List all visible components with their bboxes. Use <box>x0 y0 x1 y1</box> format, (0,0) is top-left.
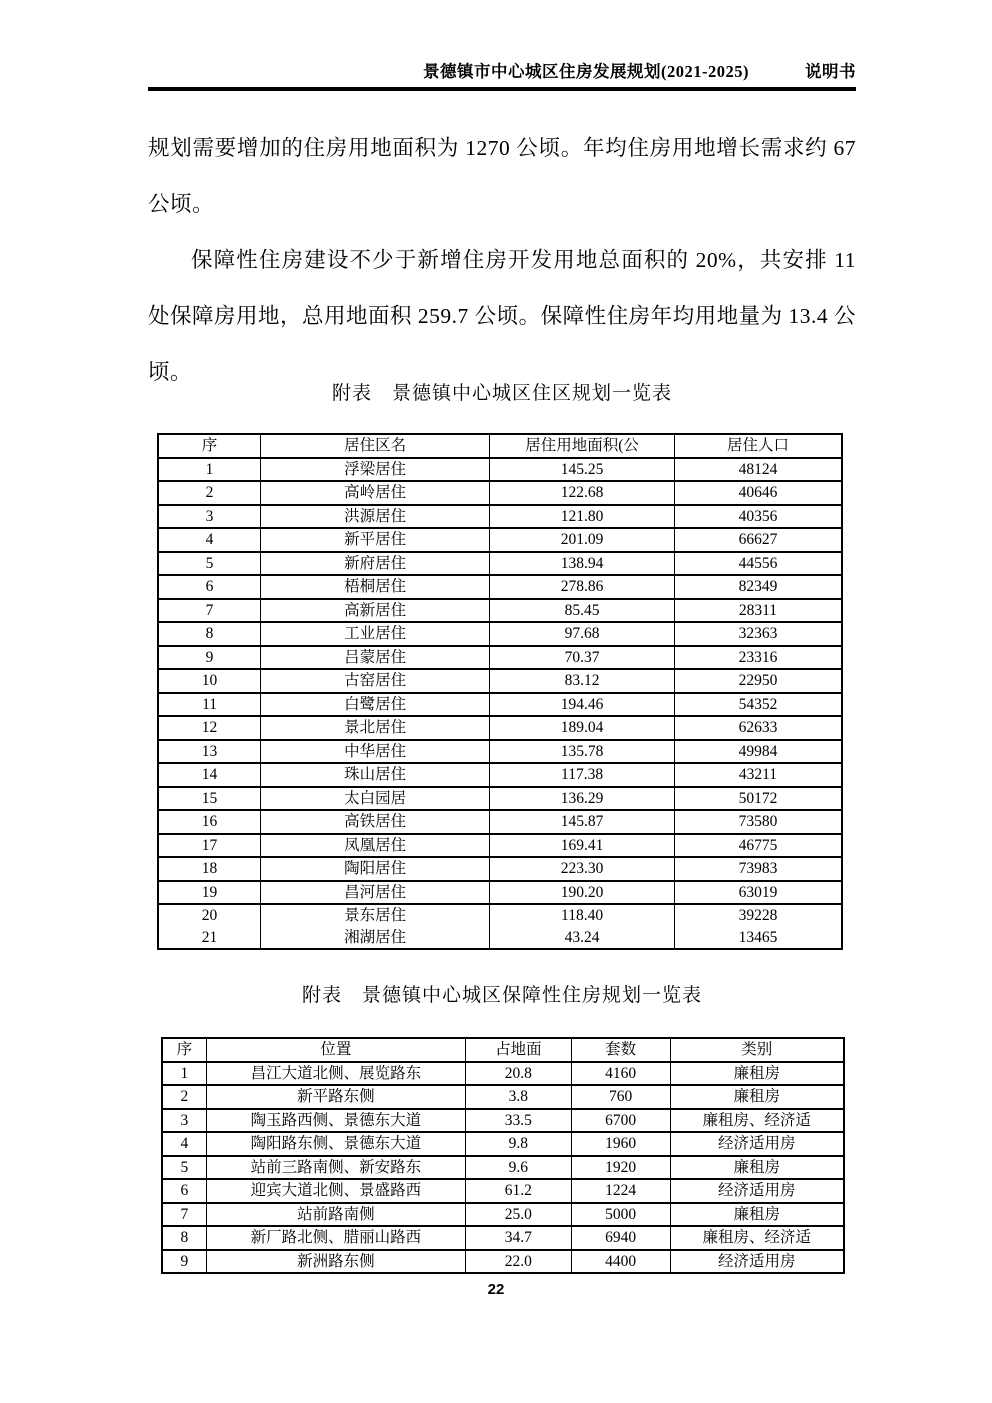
table-cell: 6700 <box>571 1109 670 1133</box>
table-row <box>158 716 842 740</box>
page-header <box>148 58 856 82</box>
table-cell: 19 <box>158 881 261 905</box>
table-cell: 25.0 <box>465 1203 571 1227</box>
table-cell: 22.0 <box>465 1250 571 1274</box>
table-cell: 11 <box>158 693 261 717</box>
table-cell: 廉租房 <box>670 1203 844 1227</box>
table-cell: 194.46 <box>490 693 675 717</box>
table-row <box>158 693 842 717</box>
table-row <box>158 927 842 950</box>
table-row <box>158 834 842 858</box>
table-cell: 40646 <box>674 481 842 505</box>
column-header: 序 <box>162 1038 206 1062</box>
table-cell: 48124 <box>674 458 842 482</box>
table-cell: 70.37 <box>490 646 675 670</box>
table-cell: 201.09 <box>490 528 675 552</box>
table-row <box>162 1203 844 1227</box>
table-row <box>162 1132 844 1156</box>
table-cell: 61.2 <box>465 1179 571 1203</box>
table-row <box>158 622 842 646</box>
table-row <box>158 646 842 670</box>
column-header: 居住用地面积(公 <box>490 434 675 458</box>
table-cell: 新平路东侧 <box>206 1085 465 1109</box>
table-cell: 6 <box>162 1179 206 1203</box>
table-cell: 9 <box>162 1250 206 1274</box>
table-cell: 21 <box>158 927 261 950</box>
table-cell: 珠山居住 <box>261 763 490 787</box>
doc-header-subtitle: 说明书 <box>805 62 856 81</box>
table-cell: 新洲路东侧 <box>206 1250 465 1274</box>
table-cell: 3 <box>158 505 261 529</box>
table-cell: 82349 <box>674 575 842 599</box>
table-cell: 6 <box>158 575 261 599</box>
table-row <box>158 881 842 905</box>
table-cell: 洪源居住 <box>261 505 490 529</box>
table-cell: 73983 <box>674 857 842 881</box>
table-cell: 12 <box>158 716 261 740</box>
table-cell: 4160 <box>571 1062 670 1086</box>
table-cell: 23316 <box>674 646 842 670</box>
table-cell: 古窑居住 <box>261 669 490 693</box>
table-row <box>162 1226 844 1250</box>
table-cell: 43211 <box>674 763 842 787</box>
table-cell: 9 <box>158 646 261 670</box>
table-row <box>162 1250 844 1274</box>
column-header: 居住人口 <box>674 434 842 458</box>
table-cell: 景东居住 <box>261 904 490 927</box>
paragraph-housing-land: 规划需要增加的住房用地面积为 1270 公顷。年均住房用地增长需求约 67 公顷。 <box>148 136 856 216</box>
table-cell: 10 <box>158 669 261 693</box>
body-text <box>148 120 856 400</box>
table1-header-row <box>158 434 842 458</box>
table-cell: 20 <box>158 904 261 927</box>
table-cell: 50172 <box>674 787 842 811</box>
table-cell: 145.25 <box>490 458 675 482</box>
table-cell: 4400 <box>571 1250 670 1274</box>
table-cell: 迎宾大道北侧、景盛路西 <box>206 1179 465 1203</box>
table-cell: 陶玉路西侧、景德东大道 <box>206 1109 465 1133</box>
table-cell: 高岭居住 <box>261 481 490 505</box>
table-cell: 22950 <box>674 669 842 693</box>
table-cell: 高新居住 <box>261 599 490 623</box>
residential-district-plan-table <box>157 433 843 950</box>
paragraph-affordable-housing: 保障性住房建设不少于新增住房开发用地总面积的 20%，共安排 11 处保障房用地，总用地面积 259.7 公顷。保障性住房年均用地量为 13.4 公顷。 <box>148 248 857 384</box>
table-row <box>158 763 842 787</box>
table-cell: 1224 <box>571 1179 670 1203</box>
table-cell: 高铁居住 <box>261 810 490 834</box>
table-cell: 117.38 <box>490 763 675 787</box>
table-cell: 169.41 <box>490 834 675 858</box>
table-cell: 62633 <box>674 716 842 740</box>
table-row <box>158 481 842 505</box>
table-cell: 1960 <box>571 1132 670 1156</box>
table-cell: 49984 <box>674 740 842 764</box>
table-row <box>162 1179 844 1203</box>
table-cell: 陶阳居住 <box>261 857 490 881</box>
table-cell: 廉租房 <box>670 1085 844 1109</box>
table-cell: 5 <box>162 1156 206 1180</box>
table-cell: 7 <box>162 1203 206 1227</box>
header-rule <box>148 87 856 91</box>
table-cell: 中华居住 <box>261 740 490 764</box>
table-cell: 85.45 <box>490 599 675 623</box>
table-cell: 站前路南侧 <box>206 1203 465 1227</box>
table-cell: 梧桐居住 <box>261 575 490 599</box>
table-cell: 14 <box>158 763 261 787</box>
table-cell: 34.7 <box>465 1226 571 1250</box>
table-cell: 122.68 <box>490 481 675 505</box>
table-cell: 廉租房 <box>670 1156 844 1180</box>
table-cell: 吕蒙居住 <box>261 646 490 670</box>
table-row <box>162 1109 844 1133</box>
table-cell: 5000 <box>571 1203 670 1227</box>
column-header: 类别 <box>670 1038 844 1062</box>
table-cell: 17 <box>158 834 261 858</box>
table-cell: 2 <box>162 1085 206 1109</box>
table-row <box>162 1062 844 1086</box>
table-cell: 44556 <box>674 552 842 576</box>
table-cell: 1 <box>158 458 261 482</box>
table-cell: 8 <box>162 1226 206 1250</box>
table-row <box>158 528 842 552</box>
table-cell: 760 <box>571 1085 670 1109</box>
table-cell: 13 <box>158 740 261 764</box>
table-row <box>158 857 842 881</box>
table-cell: 昌江大道北侧、展览路东 <box>206 1062 465 1086</box>
table-cell: 138.94 <box>490 552 675 576</box>
table-cell: 昌河居住 <box>261 881 490 905</box>
table-cell: 189.04 <box>490 716 675 740</box>
page-number: 22 <box>487 1281 505 1298</box>
table-row <box>162 1085 844 1109</box>
table-cell: 6940 <box>571 1226 670 1250</box>
table-row <box>158 599 842 623</box>
table-cell: 190.20 <box>490 881 675 905</box>
table-cell: 廉租房、经济适 <box>670 1226 844 1250</box>
table-cell: 66627 <box>674 528 842 552</box>
table-cell: 13465 <box>674 927 842 950</box>
table-cell: 46775 <box>674 834 842 858</box>
table-row <box>158 575 842 599</box>
table-row <box>158 552 842 576</box>
table-cell: 经济适用房 <box>670 1250 844 1274</box>
table-cell: 景北居住 <box>261 716 490 740</box>
table-cell: 15 <box>158 787 261 811</box>
table2-title: 附表 景德镇中心城区保障性住房规划一览表 <box>301 985 702 1006</box>
table-cell: 新府居住 <box>261 552 490 576</box>
table1-title: 附表 景德镇中心城区住区规划一览表 <box>331 383 672 404</box>
table-cell: 278.86 <box>490 575 675 599</box>
table-cell: 145.87 <box>490 810 675 834</box>
table-cell: 97.68 <box>490 622 675 646</box>
table-cell: 223.30 <box>490 857 675 881</box>
table-cell: 8 <box>158 622 261 646</box>
column-header: 居住区名 <box>261 434 490 458</box>
table-row <box>158 740 842 764</box>
table-cell: 浮梁居住 <box>261 458 490 482</box>
doc-header-title: 景德镇市中心城区住房发展规划(2021-2025) <box>423 62 749 81</box>
table-cell: 3.8 <box>465 1085 571 1109</box>
table-cell: 站前三路南侧、新安路东 <box>206 1156 465 1180</box>
table-cell: 33.5 <box>465 1109 571 1133</box>
table-row <box>158 810 842 834</box>
table-cell: 118.40 <box>490 904 675 927</box>
table-cell: 新平居住 <box>261 528 490 552</box>
column-header: 套数 <box>571 1038 670 1062</box>
table-cell: 83.12 <box>490 669 675 693</box>
table-cell: 9.8 <box>465 1132 571 1156</box>
column-header: 位置 <box>206 1038 465 1062</box>
table-cell: 2 <box>158 481 261 505</box>
table-cell: 凤凰居住 <box>261 834 490 858</box>
table-cell: 135.78 <box>490 740 675 764</box>
table-cell: 新厂路北侧、腊丽山路西 <box>206 1226 465 1250</box>
table-cell: 1920 <box>571 1156 670 1180</box>
table-cell: 136.29 <box>490 787 675 811</box>
table-row <box>158 787 842 811</box>
table-cell: 工业居住 <box>261 622 490 646</box>
table-cell: 廉租房 <box>670 1062 844 1086</box>
table-cell: 9.6 <box>465 1156 571 1180</box>
table-cell: 5 <box>158 552 261 576</box>
table-row <box>158 669 842 693</box>
table2-header-row <box>162 1038 844 1062</box>
table-cell: 16 <box>158 810 261 834</box>
table-cell: 121.80 <box>490 505 675 529</box>
table-cell: 白鹭居住 <box>261 693 490 717</box>
table-cell: 28311 <box>674 599 842 623</box>
table-cell: 43.24 <box>490 927 675 950</box>
table-cell: 7 <box>158 599 261 623</box>
table-cell: 39228 <box>674 904 842 927</box>
column-header: 序 <box>158 434 261 458</box>
table-cell: 廉租房、经济适 <box>670 1109 844 1133</box>
affordable-housing-plan-table <box>161 1037 845 1274</box>
table-cell: 3 <box>162 1109 206 1133</box>
table-cell: 1 <box>162 1062 206 1086</box>
table-row <box>162 1156 844 1180</box>
table-row <box>158 458 842 482</box>
table-cell: 54352 <box>674 693 842 717</box>
table-cell: 经济适用房 <box>670 1179 844 1203</box>
table-cell: 陶阳路东侧、景德东大道 <box>206 1132 465 1156</box>
table-cell: 40356 <box>674 505 842 529</box>
column-header: 占地面 <box>465 1038 571 1062</box>
table-cell: 湘湖居住 <box>261 927 490 950</box>
table-cell: 太白园居 <box>261 787 490 811</box>
table-cell: 经济适用房 <box>670 1132 844 1156</box>
table-cell: 4 <box>158 528 261 552</box>
table-cell: 32363 <box>674 622 842 646</box>
table-cell: 63019 <box>674 881 842 905</box>
table-cell: 20.8 <box>465 1062 571 1086</box>
table-cell: 18 <box>158 857 261 881</box>
table-cell: 73580 <box>674 810 842 834</box>
table-cell: 4 <box>162 1132 206 1156</box>
table-row <box>158 505 842 529</box>
table-row <box>158 904 842 927</box>
